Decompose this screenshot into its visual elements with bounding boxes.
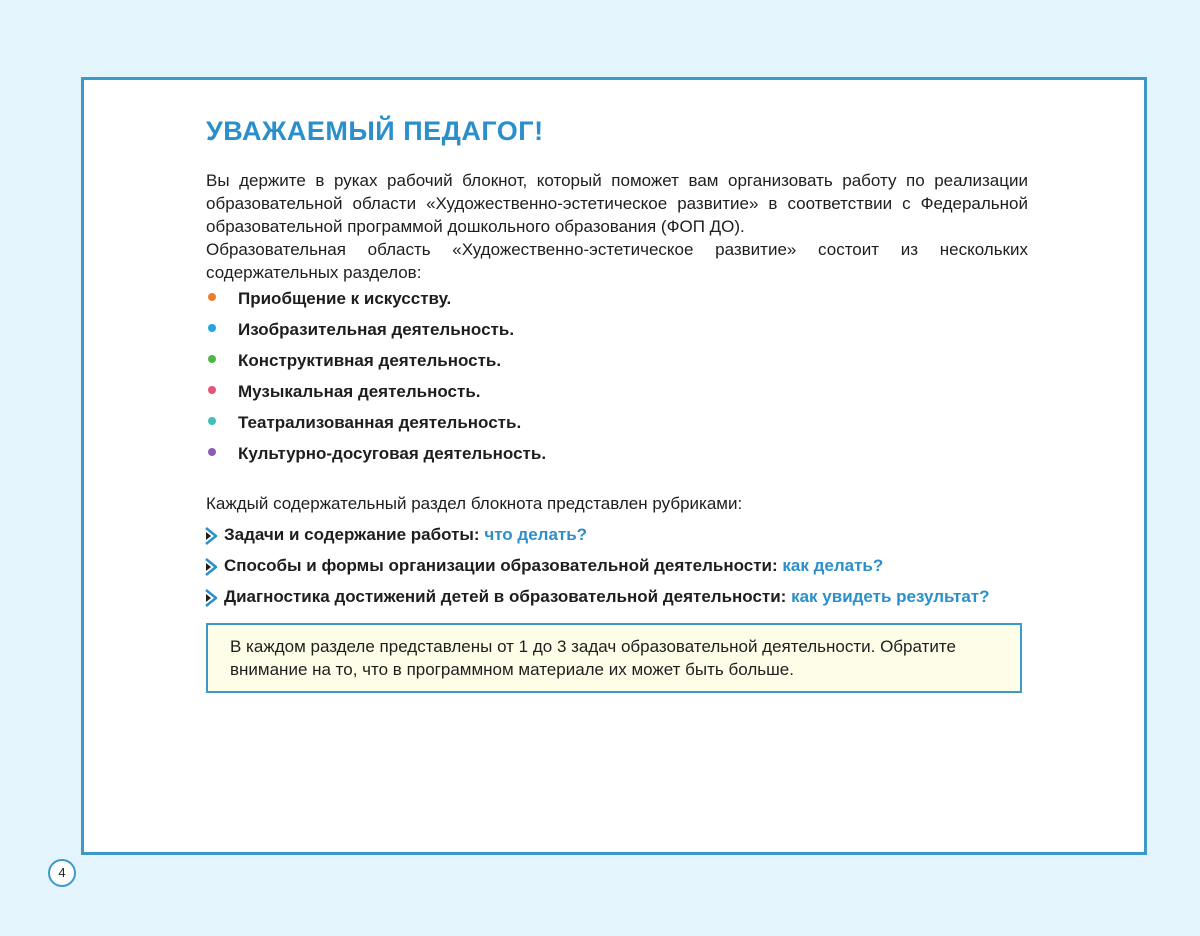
intro-paragraph-1: Вы держите в руках рабочий блокнот, который поможет вам организовать работу по реализации образовательной области «Художественно-эстетическое развитие» в соответствии с Федеральной образовательной программой дошкольного образования (ФОП ДО).: [206, 171, 1028, 236]
section-item: [206, 444, 546, 475]
bullet-dot-icon: [208, 386, 216, 394]
section-label: Конструктивная деятельность.: [238, 351, 502, 370]
section-item: [206, 289, 546, 320]
content-frame: [81, 77, 1147, 855]
rubric-item: [204, 524, 990, 555]
note-box: В каждом разделе представлены от 1 до 3 задач образовательной деятельности. Обратите внимание на то, что в программном материале их может быть больше.: [206, 623, 1022, 693]
rubric-question: что делать?: [484, 525, 588, 544]
page-number: 4: [48, 859, 76, 887]
sections-list: [206, 289, 546, 475]
section-item: [206, 413, 546, 444]
rubric-item: [204, 555, 990, 586]
section-item: [206, 382, 546, 413]
rubrics-list: [204, 524, 990, 617]
section-label: Приобщение к искусству.: [238, 289, 452, 308]
bullet-dot-icon: [208, 448, 216, 456]
rubric-question: как делать?: [782, 556, 884, 575]
arrow-marker-icon: [204, 558, 218, 576]
bullet-dot-icon: [208, 324, 216, 332]
arrow-marker-icon: [204, 589, 218, 607]
intro-text: [206, 169, 1028, 284]
section-label: Культурно-досуговая деятельность.: [238, 444, 547, 463]
section-label: Музыкальная деятельность.: [238, 382, 481, 401]
rubric-item: [204, 586, 990, 617]
section-label: Театрализованная деятельность.: [238, 413, 522, 432]
section-item: [206, 320, 546, 351]
bullet-dot-icon: [208, 293, 216, 301]
bullet-dot-icon: [208, 417, 216, 425]
page-title: УВАЖАЕМЫЙ ПЕДАГОГ!: [206, 116, 544, 146]
rubrics-intro: Каждый содержательный раздел блокнота представлен рубриками:: [206, 494, 743, 513]
rubric-question: как увидеть результат?: [791, 587, 990, 606]
section-label: Изобразительная деятельность.: [238, 320, 515, 339]
arrow-marker-icon: [204, 527, 218, 545]
rubric-label: Диагностика достижений детей в образовательной деятельности:: [224, 587, 787, 606]
rubric-label: Задачи и содержание работы:: [224, 525, 480, 544]
intro-paragraph-2: Образовательная область «Художественно-эстетическое развитие» состоит из нескольких содержательных разделов:: [206, 240, 1028, 282]
bullet-dot-icon: [208, 355, 216, 363]
rubric-label: Способы и формы организации образовательной деятельности:: [224, 556, 778, 575]
section-item: [206, 351, 546, 382]
